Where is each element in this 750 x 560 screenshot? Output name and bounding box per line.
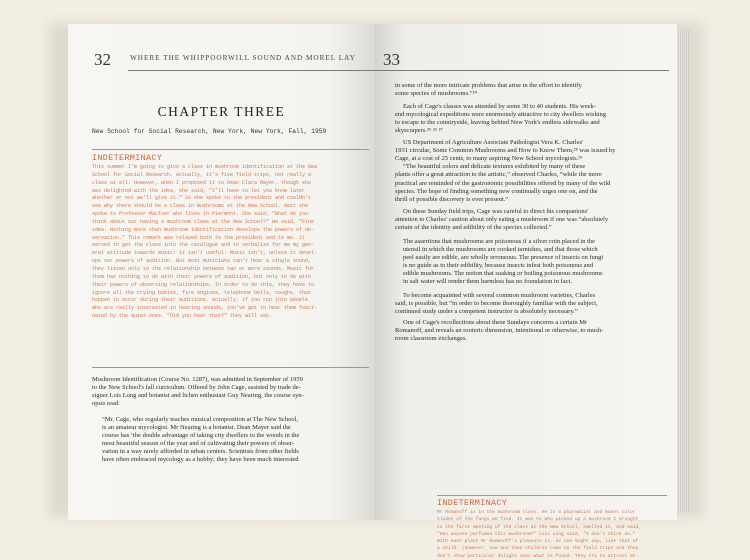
indeterminacy-line: Mr Romanoff is in the mushroom class. He is a pharmacist and makes color [437, 510, 636, 515]
body-line: To become acquainted with several common mushroom varieties, Charles [403, 292, 596, 300]
indeterminacy-line: slides of the fungi we find. It was he who picked up a mushroom I brought [437, 517, 639, 523]
indeterminacy-text [437, 509, 669, 560]
indeterminacy-line: served to get the class into the catalogue and to verbalize for me my gen- [92, 242, 315, 249]
quote-line: vation in a way rarely afforded in urban centers. Scientists from other fields [102, 448, 299, 456]
indeterminacy-line: School for Social Research. Actually, it's five field trips, not really a [92, 171, 312, 178]
body-line: plants offer a great attraction to the artistic,” observed Charles, “while the more [395, 171, 602, 179]
indeterminacy-line: see why there should be a class in mushrooms at the New School. Next she [92, 203, 309, 210]
indeterminacy-line: was delighted with the idea, she said, "I'll have to let you know later [92, 187, 306, 194]
body-line: edible mushrooms. The notion that soaking or boiling poisonous mushrooms [403, 269, 603, 277]
left-page [68, 24, 375, 520]
indeterminacy-line: servation." This remark was relayed both to the president and to me. It [92, 234, 306, 241]
quote-line: “Mr. Cage, who regularly teaches musical composition at The New School, [102, 416, 299, 423]
indeterminacy-line: who are really interested in hearing sounds, you've got to hear them fasci- [92, 305, 318, 312]
body-line: peel easily are edible, are wholly erroneous. The presence of insects on fungi [403, 253, 604, 261]
body-line: Romanoff, and reveals an esoteric dimension, intentional or otherwise, to mush- [395, 327, 604, 335]
body-line: The assertions that mushrooms are poisonous if a silver coin placed in the [403, 237, 596, 245]
location-line: New School for Social Research, New York, New York, Fall, 1959 [92, 128, 327, 135]
indeterminacy-line: they listen only to the relationship between two or more sounds. Music for [92, 265, 315, 272]
body-line: in some of the more intricate problems that arise in the effort to identify [395, 82, 582, 89]
paragraph [395, 208, 615, 232]
body-line: thrill of possible discovery is ever present.” [395, 195, 509, 203]
body-line: skyscrapers.²⁵ ²⁶ ²⁷ [395, 127, 443, 135]
body-line: On these Sunday field trips, Cage was careful to direct his companions' [403, 207, 589, 215]
indeterminacy-line: nated by the quiet ones. "Did you hear that?" they will say. [92, 313, 273, 320]
indeterminacy-line: ignore all the crying babies, fire engines, telephone bells, coughs, that [92, 289, 312, 296]
indeterminacy-line: them has nothing to do with their powers of audition, but only to do with [92, 273, 312, 280]
indeterminacy-heading: INDETERMINACY [92, 153, 163, 163]
indeterminacy-line: whether or not we'll give it." So she spoke to the president and couldn't [92, 195, 312, 202]
indeterminacy-line: idea. Nothing more than mushroom identification develops the powers of ob- [92, 226, 315, 233]
paragraph [395, 139, 615, 203]
running-title: WHERE THE WHIPPOORWILL SOUND AND MOREL LAY [130, 54, 356, 62]
body-line: certain of the identity and edibility of the species collected.” [395, 223, 552, 231]
body-line: Each of Cage's classes was attended by some 30 to 40 students. His week- [403, 103, 596, 111]
body-line: signer Lois Long and botanist and lichen enthusiast Guy Nearing, the course syn- [92, 392, 304, 400]
indeterminacy-line: a child. (However, now and then children come on the field trips and they [437, 546, 639, 552]
indeterminacy-text [92, 164, 382, 321]
body-line: One of Cage's recollections about these Sundays concerns a certain Mr [403, 319, 588, 327]
paragraph [395, 292, 615, 316]
body-line: 1931 circular, Some Common Mushrooms and How to Know Them,²⁸ was issued by [395, 147, 616, 155]
indeterminacy-line: happen to occur during their auditions. Actually, if you run into people [92, 297, 309, 304]
header-rule-right [375, 70, 669, 71]
body-line: opsis read: [92, 400, 120, 408]
body-text-right [395, 82, 615, 343]
body-line: species. The hope of finding something new continually urges one on, and the [395, 187, 598, 195]
body-line: continued study under a competent instructor is absolutely necessary.” [395, 308, 578, 316]
indeterminacy-line: class at all. However, when I proposed it to Dean Clara Mayer, though she [92, 179, 312, 186]
body-line: attention to Charles' caution about only eating a mushroom if one was “absolutely [395, 215, 609, 223]
indeterminacy-line: spoke to Professor MacIver who lives in Piermont. She said, "What do you [92, 211, 309, 218]
paragraph [395, 319, 615, 343]
divider-right [437, 495, 667, 496]
paragraph [395, 103, 615, 135]
body-text-left [92, 376, 304, 408]
body-line: to the New School's fall curriculum. Offered by John Cage, assisted by trade de- [92, 384, 301, 392]
page-edges [677, 30, 689, 512]
quote-line: most beautiful season of the year and of cultivating their powers of obser- [102, 440, 294, 448]
body-line: to escape to the countryside, leaving behind New York's endless sidewalks and [395, 119, 600, 127]
indeterminacy-line: to the first meeting of the class at the New School, smelled it, and said, [437, 524, 641, 530]
body-line: end mycological expeditions were enormously attractive to city dwellers wishing [395, 111, 607, 119]
body-line: practical are reminded of the gastronomic possibilities offered by many of the wild [395, 179, 611, 187]
quote-line: is an amateur mycologist. Mr Nearing is a botanist. Dean Mayer said the [102, 424, 291, 432]
indeterminacy-line: "Has anyone perfumed this mushroom?" Lois Long said, "I don't think so." [437, 531, 636, 537]
indeterminacy-line: With each plant Mr Romanoff's pleasure is, as one might say, like that of [437, 539, 639, 545]
chapter-title: CHAPTER THREE [157, 104, 286, 119]
quote-line: course has ‘the double advantage of taking city dwellers to the woods in the [102, 432, 300, 440]
body-line: “The beautiful colors and delicate textures exhibited by many of these [403, 163, 586, 171]
divider-bottom [92, 367, 369, 368]
body-line: is no guide as to their edibility, because insects infest both poisonous and [403, 261, 594, 269]
page-number-left: 32 [94, 50, 111, 69]
body-line: Mushroom Identification (Course No. 1287), was admitted in September of 1959 [92, 376, 303, 383]
right-page [375, 24, 677, 559]
quote-line: have often embraced mycology as a hobby; they have been much interested [102, 456, 299, 464]
indeterminacy-left [92, 153, 382, 321]
body-line: Cage, at a cost of 25 cents, to many aspiring New School mycologists.²⁹ [395, 155, 583, 163]
body-line: utensil in which the mushrooms are cooked tarnishes, and that those which [403, 245, 598, 253]
divider-top [92, 149, 369, 150]
body-line: room classroom exchanges. [395, 335, 468, 343]
indeterminacy-line: eral attitude towards music: it isn't useful. Music isn't, unless it devel- [92, 250, 318, 257]
header-rule-left [128, 70, 375, 71]
indeterminacy-line: their powers of observing relationships. In order to do this, they have to [92, 281, 315, 288]
indeterminacy-line: ops our powers of audition. But most musicians can't hear a single sound, [92, 258, 312, 265]
indeterminacy-line: think about our having a mushroom class at the New School?" He said, "Fine [92, 218, 315, 225]
body-line: said, is possible, but “in order to become thoroughly familiar with the subject, [395, 300, 598, 308]
body-line: US Department of Agriculture Associate Pathologist Vera K. Charles' [403, 139, 584, 147]
indeterminacy-line: This summer I'm going to give a class in mushroom identification at the New [92, 164, 318, 170]
indeterminacy-line: don't show particular delight over what is found. They try to attract at- [437, 553, 639, 559]
page-number-right: 33 [383, 50, 400, 69]
body-line: some species of mushrooms.”²⁴ [395, 90, 477, 98]
quote-block [102, 416, 299, 464]
body-line: in salt water will render them harmless has no foundation in fact. [403, 278, 572, 286]
block-quote [395, 238, 615, 286]
indeterminacy-right [437, 498, 669, 560]
indeterminacy-heading: INDETERMINACY [437, 498, 508, 508]
